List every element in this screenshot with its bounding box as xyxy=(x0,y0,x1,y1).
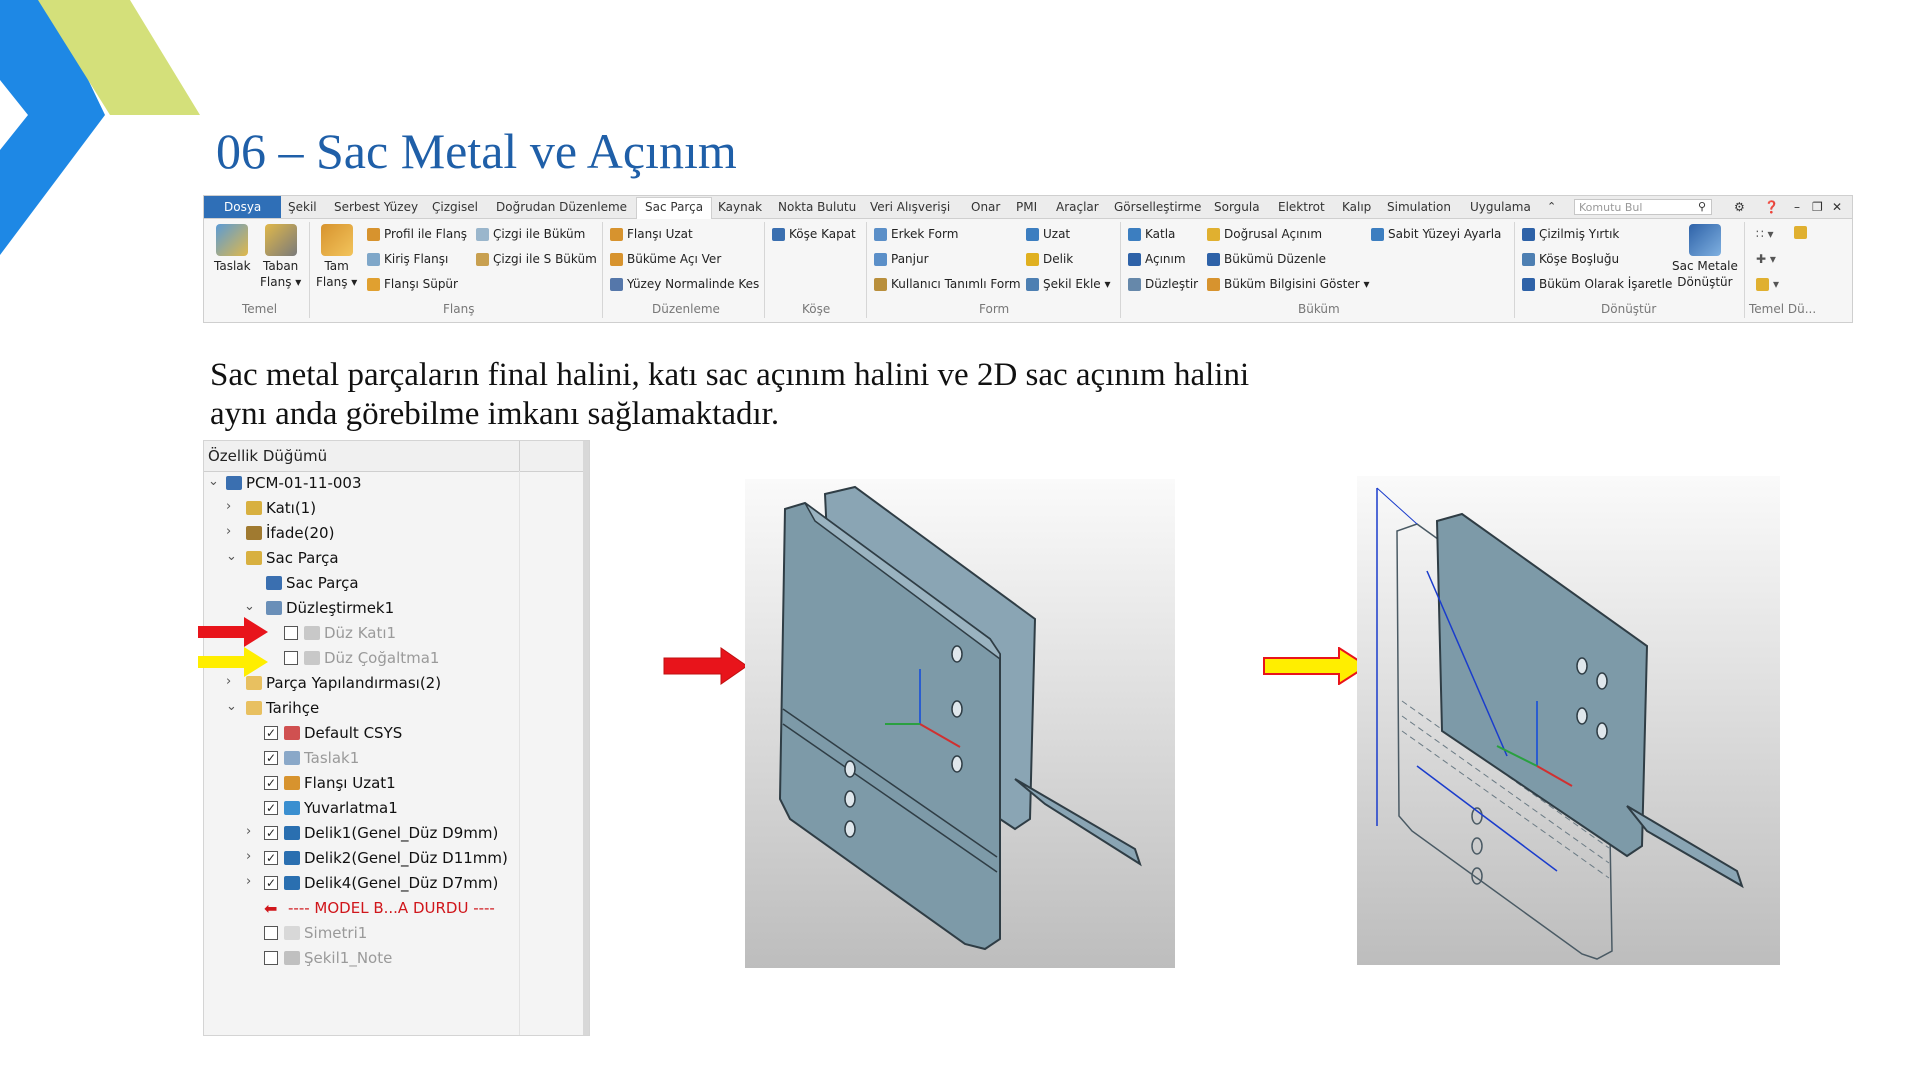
red-arrow-to-solid-view xyxy=(663,647,749,685)
tab-serbest-yuzey[interactable]: Serbest Yüzey xyxy=(334,200,419,214)
ribbon-tab-bar xyxy=(204,196,1852,219)
visibility-checkbox[interactable] xyxy=(284,651,298,665)
slide-title: 06 – Sac Metal ve Açınım xyxy=(216,123,737,179)
folder-icon xyxy=(246,676,262,690)
bukume-aci-ver-button[interactable]: Büküme Açı Ver xyxy=(610,251,721,267)
flatten-feature-icon xyxy=(266,601,282,615)
mark-as-bend-icon xyxy=(1522,278,1535,291)
stop-arrow-icon: ⬅ xyxy=(264,899,278,918)
group-separator xyxy=(1514,222,1515,318)
symmetry-icon xyxy=(284,926,300,940)
search-icon[interactable]: ⚲ xyxy=(1698,200,1707,213)
edit-bend-icon xyxy=(1207,253,1220,266)
group-separator xyxy=(1744,222,1745,318)
solid-flat-view-render xyxy=(745,479,1175,968)
hole-feature-icon xyxy=(284,851,300,865)
line-bend-icon xyxy=(476,228,489,241)
minimize-icon[interactable]: – xyxy=(1794,200,1800,214)
group-label-duzenleme: Düzenleme xyxy=(652,302,720,316)
bukum-olarak-isaretle-button[interactable]: Büküm Olarak İşaretle xyxy=(1522,276,1672,292)
tree-row-delik1[interactable]: › ✓ Delik1(Genel_Düz D9mm) xyxy=(246,824,499,842)
profile-flange-icon xyxy=(367,228,380,241)
grid-tool-button[interactable] xyxy=(1756,226,1773,242)
tree-header-label: Özellik Düğümü xyxy=(208,447,328,465)
red-indicator-arrow xyxy=(198,617,270,647)
ribbon-toolbar xyxy=(203,195,1853,323)
unfold-icon xyxy=(1128,253,1141,266)
bukumu-duzenle-button[interactable]: Bükümü Düzenle xyxy=(1207,251,1326,267)
sheet-part-icon xyxy=(266,576,282,590)
tab-onar[interactable]: Onar xyxy=(971,200,1001,214)
chevron-right-icon[interactable]: › xyxy=(246,849,252,864)
group-separator xyxy=(1120,222,1121,318)
tab-simulation[interactable]: Simulation xyxy=(1387,200,1451,214)
group-label-temel-du: Temel Dü... xyxy=(1749,302,1817,316)
tree-row-sekil1-note[interactable]: Şekil1_Note xyxy=(204,946,519,971)
yellow-indicator-arrow xyxy=(198,647,270,677)
visibility-checkbox[interactable]: ✓ xyxy=(265,801,277,815)
sketch-icon xyxy=(284,751,300,765)
tree-row-delik2[interactable]: › ✓ Delik2(Genel_Düz D11mm) xyxy=(246,849,508,867)
chevron-down-icon[interactable]: ⌄ xyxy=(208,474,219,489)
chevron-right-icon[interactable]: › xyxy=(246,824,252,839)
katla-button[interactable]: Katla xyxy=(1128,226,1175,242)
emboss-icon xyxy=(874,228,887,241)
close-icon[interactable]: ✕ xyxy=(1832,200,1843,214)
chevron-right-icon[interactable]: › xyxy=(246,874,252,889)
tree-row-yuvarlatma1[interactable]: ✓ Yuvarlatma1 xyxy=(265,799,398,817)
tree-scrollbar[interactable] xyxy=(583,441,589,1035)
visibility-checkbox[interactable]: ✓ xyxy=(265,776,277,790)
tab-pmi[interactable]: PMI xyxy=(1016,200,1038,214)
tab-sekil[interactable]: Şekil xyxy=(288,200,317,214)
visibility-checkbox[interactable]: ✓ xyxy=(265,826,277,840)
chevron-right-icon[interactable]: › xyxy=(226,674,232,689)
flansi-supur-button[interactable]: Flanşı Süpür xyxy=(367,276,458,292)
cube-icon xyxy=(1794,226,1807,239)
tree-row-sac-parca[interactable]: ⌄ Sac Parça xyxy=(226,549,339,567)
group-label-kose: Köşe xyxy=(802,302,831,316)
command-search-input[interactable]: Komutu Bul xyxy=(1574,199,1712,215)
axis-icon: ✚ ▾ xyxy=(1756,252,1776,266)
visibility-checkbox[interactable]: ✓ xyxy=(265,726,277,740)
feature-tree-panel xyxy=(203,440,590,1036)
body-line-2: aynı anda görebilme imkanı sağlamaktadır. xyxy=(210,396,780,432)
kiris-flansi-button[interactable]: Kiriş Flanşı xyxy=(367,251,448,267)
group-separator xyxy=(764,222,765,318)
kose-boslugu-button[interactable]: Köşe Boşluğu xyxy=(1522,251,1619,267)
visibility-checkbox[interactable] xyxy=(264,951,278,965)
flatten-icon xyxy=(1128,278,1141,291)
note-icon xyxy=(284,951,300,965)
tree-row-parca-yapilandirmasi[interactable]: › Parça Yapılandırması(2) xyxy=(226,674,442,692)
shape-tool-button[interactable] xyxy=(1794,226,1811,239)
visibility-checkbox[interactable]: ✓ xyxy=(265,876,277,890)
chevron-down-icon[interactable]: ⌄ xyxy=(226,699,237,714)
tab-kalip[interactable]: Kalıp xyxy=(1342,200,1372,214)
visibility-checkbox[interactable]: ✓ xyxy=(265,851,277,865)
corner-relief-icon xyxy=(1522,253,1535,266)
gear-icon[interactable]: ⚙ xyxy=(1734,200,1745,214)
group-label-donustur: Dönüştür xyxy=(1601,302,1657,316)
uzat-button[interactable]: Uzat xyxy=(1026,226,1070,242)
acinim-button[interactable]: Açınım xyxy=(1128,251,1186,267)
chevron-down-icon[interactable]: ⌄ xyxy=(244,599,255,614)
visibility-checkbox[interactable] xyxy=(264,926,278,940)
duzlestir-button[interactable]: Düzleştir xyxy=(1128,276,1198,292)
panjur-button[interactable]: Panjur xyxy=(874,251,929,267)
group-label-form: Form xyxy=(979,302,1010,316)
tab-elektrot[interactable]: Elektrot xyxy=(1278,200,1325,214)
sekil-ekle-button[interactable]: Şekil Ekle ▾ xyxy=(1026,276,1111,292)
tab-sac-parca[interactable]: Sac Parça xyxy=(636,197,712,219)
help-icon[interactable]: ❓ xyxy=(1764,200,1779,214)
flat-pattern-2d-view-render xyxy=(1357,476,1780,965)
flansi-uzat-button[interactable]: Flanşı Uzat xyxy=(610,226,693,242)
rip-icon xyxy=(1522,228,1535,241)
tab-dogrudan-duzenleme[interactable]: Doğrudan Düzenleme xyxy=(496,200,628,214)
kullanici-tanimli-form-button[interactable]: Kullanıcı Tanımlı Form xyxy=(874,276,1021,292)
tree-row-duzlestirmek[interactable]: ⌄ Düzleştirmek1 xyxy=(244,599,395,617)
corner-decoration xyxy=(0,0,210,260)
restore-icon[interactable]: ❐ xyxy=(1812,200,1823,214)
delik-button[interactable]: Delik xyxy=(1026,251,1073,267)
bend-info-icon xyxy=(1207,278,1220,291)
tree-row-kati[interactable]: › Katı(1) xyxy=(226,499,317,517)
hole-icon xyxy=(1026,253,1039,266)
full-flange-icon xyxy=(321,224,353,256)
sweep-flange-icon xyxy=(367,278,380,291)
tree-row-sac-parca-child[interactable]: Sac Parça xyxy=(204,571,519,596)
normal-cut-icon xyxy=(610,278,623,291)
tree-row-duz-kati[interactable]: Düz Katı1 xyxy=(204,621,519,646)
convert-sheet-metal-icon xyxy=(1689,224,1721,256)
solid-icon xyxy=(1756,278,1769,291)
group-separator xyxy=(866,222,867,318)
assembly-icon xyxy=(226,476,242,490)
louver-icon xyxy=(874,253,887,266)
group-separator xyxy=(602,222,603,318)
solid-tool-button[interactable]: ▾ xyxy=(1756,276,1779,292)
body-text xyxy=(210,356,1249,434)
tam-flans-button[interactable]: Tam Flanş ▾ xyxy=(316,224,357,290)
linear-unfold-icon xyxy=(1207,228,1220,241)
tab-nokta-bulutu[interactable]: Nokta Bulutu xyxy=(778,200,857,214)
tree-row-taslak1[interactable]: ✓ Taslak1 xyxy=(265,749,360,767)
taslak-button[interactable]: Taslak xyxy=(214,224,251,274)
hem-flange-icon xyxy=(367,253,380,266)
bend-angle-icon xyxy=(610,253,623,266)
hole-feature-icon xyxy=(284,826,300,840)
chevron-right-icon[interactable]: › xyxy=(226,499,232,514)
expression-icon xyxy=(246,526,262,540)
grid-icon: ∷ ▾ xyxy=(1756,227,1774,241)
extend-flange-icon xyxy=(610,228,623,241)
solid-body-icon xyxy=(246,501,262,515)
profil-ile-flans-button[interactable]: Profil ile Flanş xyxy=(367,226,467,242)
group-label-bukum: Büküm xyxy=(1298,302,1340,316)
folder-icon xyxy=(246,701,262,715)
fixed-face-icon xyxy=(1371,228,1384,241)
group-separator xyxy=(309,222,310,318)
custom-form-icon xyxy=(874,278,887,291)
kose-kapat-button[interactable]: Köşe Kapat xyxy=(772,226,856,242)
bukum-bilgisini-goster-button[interactable]: Büküm Bilgisini Göster ▾ xyxy=(1207,276,1369,292)
close-corner-icon xyxy=(772,228,785,241)
tab-cizgisel[interactable]: Çizgisel xyxy=(432,200,478,214)
line-s-bend-icon xyxy=(476,253,489,266)
extend-flange-icon xyxy=(284,776,300,790)
tree-row-delik4[interactable]: › ✓ Delik4(Genel_Düz D7mm) xyxy=(246,874,499,892)
hole-feature-icon xyxy=(284,876,300,890)
extrude-icon xyxy=(1026,228,1039,241)
collapse-ribbon-icon[interactable]: ⌃ xyxy=(1547,200,1557,213)
csys-icon xyxy=(284,726,300,740)
tree-header xyxy=(204,441,589,472)
taban-flans-button[interactable]: Taban Flanş ▾ xyxy=(260,224,301,290)
tree-row-flansi-uzat1[interactable]: ✓ Flanşı Uzat1 xyxy=(265,774,396,792)
chevron-down-icon[interactable]: ⌄ xyxy=(226,549,237,564)
sabit-yuzeyi-ayarla-button[interactable]: Sabit Yüzeyi Ayarla xyxy=(1371,226,1501,242)
sheet-metal-icon xyxy=(246,551,262,565)
cizilmis-yirtik-button[interactable]: Çizilmiş Yırtık xyxy=(1522,226,1619,242)
tab-uygulama[interactable]: Uygulama xyxy=(1470,200,1531,214)
yellow-arrow-to-flat-view xyxy=(1263,647,1369,685)
tree-row-ifade[interactable]: › İfade(20) xyxy=(226,524,335,542)
group-label-flans: Flanş xyxy=(443,302,475,316)
tree-row-root[interactable]: ⌄ PCM-01-11-003 xyxy=(208,474,362,492)
sketch-icon xyxy=(216,224,248,256)
fillet-icon xyxy=(284,801,300,815)
tree-row-model-stop[interactable]: ⬅ ---- MODEL B...A DURDU ---- xyxy=(264,899,495,918)
tab-veri-alisverisi[interactable]: Veri Alışverişi xyxy=(870,200,951,214)
tree-row-tarihce[interactable]: ⌄ Tarihçe xyxy=(226,699,320,717)
tree-row-duz-cogaltma[interactable]: Düz Çoğaltma1 xyxy=(204,646,519,671)
erkek-form-button[interactable]: Erkek Form xyxy=(874,226,958,242)
flat-solid-icon xyxy=(304,626,320,640)
group-label-temel: Temel xyxy=(242,302,278,316)
cizgi-ile-s-bukum-button[interactable]: Çizgi ile S Büküm xyxy=(476,251,597,267)
tab-araclar[interactable]: Araçlar xyxy=(1056,200,1099,214)
chevron-right-icon[interactable]: › xyxy=(226,524,232,539)
cizgi-ile-bukum-button[interactable]: Çizgi ile Büküm xyxy=(476,226,585,242)
tab-gorsellestirme[interactable]: Görselleştirme xyxy=(1114,200,1202,214)
tab-kaynak[interactable]: Kaynak xyxy=(718,200,763,214)
body-line-1: Sac metal parçaların final halini, katı sac açınım halini ve 2D sac açınım halini xyxy=(210,357,1250,393)
flat-pattern-icon xyxy=(304,651,320,665)
visibility-checkbox[interactable]: ✓ xyxy=(265,751,277,765)
tree-row-default-csys[interactable]: ✓ Default CSYS xyxy=(265,724,403,742)
tree-row-simetri1[interactable]: Simetri1 xyxy=(204,921,519,946)
fold-icon xyxy=(1128,228,1141,241)
dogrusal-acinim-button[interactable]: Doğrusal Açınım xyxy=(1207,226,1322,242)
tab-dosya[interactable]: Dosya xyxy=(204,196,281,218)
axis-tool-button[interactable] xyxy=(1756,251,1776,267)
visibility-checkbox[interactable] xyxy=(284,626,298,640)
add-shape-icon xyxy=(1026,278,1039,291)
yuzey-normalinde-kes-button[interactable]: Yüzey Normalinde Kes xyxy=(610,276,759,292)
base-flange-icon xyxy=(265,224,297,256)
sac-metale-donustur-button[interactable]: Sac Metale Dönüştür xyxy=(1672,224,1738,290)
tab-sorgula[interactable]: Sorgula xyxy=(1214,200,1260,214)
